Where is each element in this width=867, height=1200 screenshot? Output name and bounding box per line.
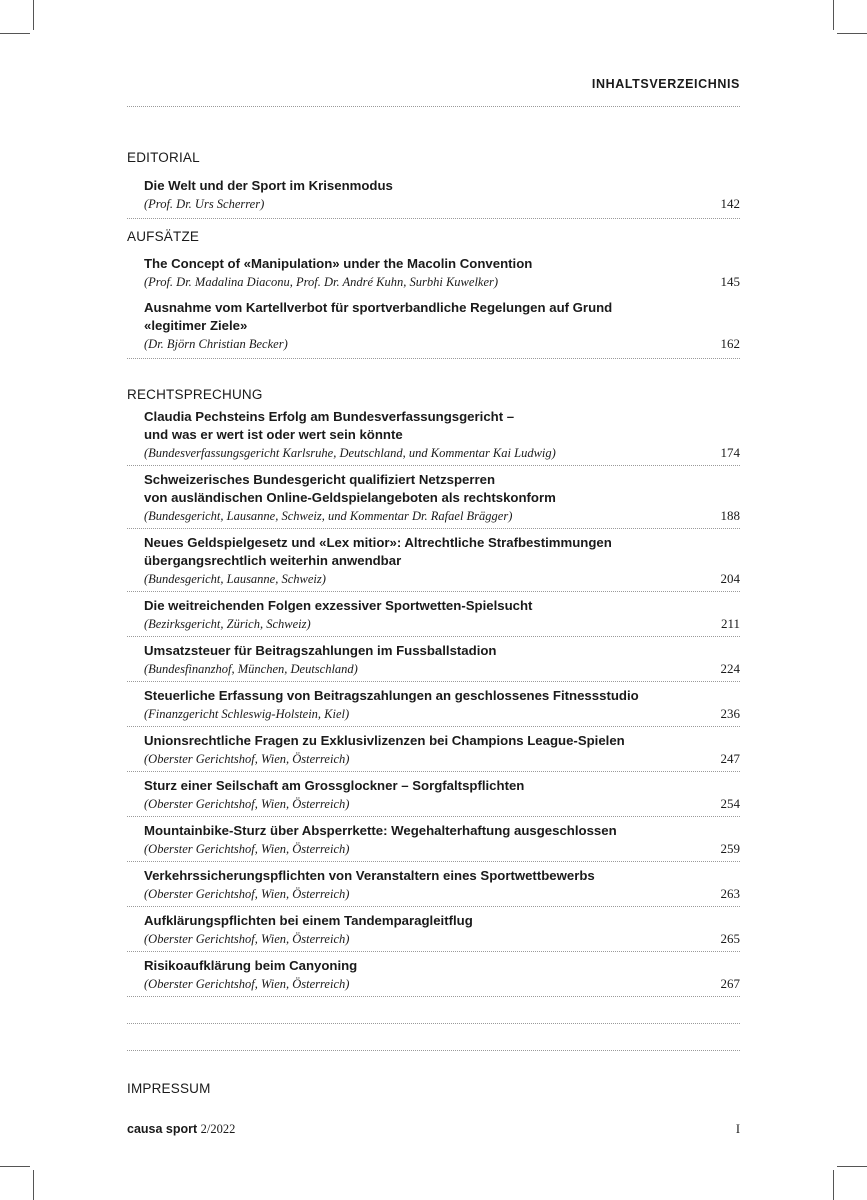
crop-mark [0,33,30,34]
entry-page-number: 254 [720,796,740,811]
entry-title: Die Welt und der Sport im Krisenmodus [144,178,393,193]
entry-divider [127,906,740,907]
entry-title-continued: übergangsrechtlich weiterhin anwendbar [144,553,402,568]
toc-entry[interactable] [127,822,740,859]
issue-number: 2/2022 [200,1122,236,1136]
toc-entry[interactable] [127,255,740,292]
toc-entry[interactable] [127,408,740,463]
entry-page-number: 211 [720,616,740,631]
entry-title: Neues Geldspielgesetz und «Lex mitior»: Altrechtliche Strafbestimmungen [144,535,612,550]
crop-mark [837,1166,867,1167]
entry-source: (Finanzgericht Schleswig-Holstein, Kiel) [144,707,350,721]
entry-title: Risikoaufklärung beim Canyoning [144,958,358,973]
entry-title: Steuerliche Erfassung von Beitragszahlungen an geschlossenes Fitnessstudio [144,688,639,703]
entry-source: (Oberster Gerichtshof, Wien, Österreich) [144,752,350,766]
toc-entry[interactable] [127,732,740,769]
entry-source: (Bundesfinanzhof, München, Deutschland) [144,662,358,676]
section-heading-impressum: IMPRESSUM [127,1081,211,1096]
entry-divider [127,591,740,592]
entry-page-number: 142 [720,196,740,211]
toc-entry[interactable] [127,1029,740,1048]
toc-entry[interactable] [127,777,740,814]
entry-title: Sturz einer Seilschaft am Grossglockner – Sorgfaltspflichten [144,778,525,793]
entry-divider [127,528,740,529]
entry-page-number: 259 [720,841,740,856]
section-heading-aufsaetze: AUFSÄTZE [127,229,200,244]
toc-entry[interactable] [127,867,740,904]
entry-source: (Oberster Gerichtshof, Wien, Österreich) [144,932,350,946]
entry-divider [127,816,740,817]
entry-author: (Prof. Dr. Madalina Diaconu, Prof. Dr. André Kuhn, Surbhi Kuwelker) [144,275,499,289]
entry-source: (Bundesverfassungsgericht Karlsruhe, Deutschland, und Kommentar Kai Ludwig) [144,446,556,460]
entry-divider [127,771,740,772]
crop-mark [837,33,867,34]
entry-title: The Concept of «Manipulation» under the Macolin Convention [144,256,533,271]
journal-name: causa sport [127,1122,198,1136]
entry-source: (Oberster Gerichtshof, Wien, Österreich) [144,977,350,991]
entry-title: Claudia Pechsteins Erfolg am Bundesverfassungsgericht – [144,409,515,424]
entry-title: Unionsrechtliche Fragen zu Exklusivlizenzen bei Champions League-Spielen [144,733,625,748]
toc-entry[interactable] [127,957,740,994]
entry-source: (Oberster Gerichtshof, Wien, Österreich) [144,842,350,856]
toc-entry[interactable] [127,471,740,526]
entry-divider [127,681,740,682]
crop-mark [0,1166,30,1167]
entry-page-number: 162 [720,336,740,351]
entry-title: Umsatzsteuer für Beitragszahlungen im Fussballstadion [144,643,497,658]
entry-divider [127,951,740,952]
section-heading-rechtsprechung: RECHTSPRECHUNG [127,387,263,402]
entry-page-number: 204 [720,571,740,586]
entry-title-continued: «legitimer Ziele» [144,318,248,333]
entry-source: (Bezirksgericht, Zürich, Schweiz) [144,617,311,631]
toc-entry[interactable] [127,1002,740,1021]
entry-title: Aufklärungspflichten bei einem Tandemparagleitflug [144,913,473,928]
crop-mark [833,1170,834,1200]
entry-source: (Oberster Gerichtshof, Wien, Österreich) [144,887,350,901]
section-divider [127,358,740,359]
entry-page-number: 174 [720,445,740,460]
entry-divider [127,726,740,727]
entry-author: (Dr. Björn Christian Becker) [144,337,288,351]
entry-page-number: 263 [720,886,740,901]
toc-entry[interactable] [127,177,740,214]
toc-entry[interactable] [127,299,740,354]
entry-divider [127,861,740,862]
crop-mark [33,1170,34,1200]
page-number: I [735,1122,740,1136]
section-divider [127,218,740,219]
entry-page-number: 247 [720,751,740,766]
entry-divider [127,636,740,637]
entry-title: Schweizerisches Bundesgericht qualifiziert Netzsperren [144,472,496,487]
entry-divider [127,1023,740,1024]
entry-page-number: 145 [720,274,740,289]
entry-page-number: 188 [720,508,740,523]
toc-entry[interactable] [127,642,740,679]
entry-source: (Oberster Gerichtshof, Wien, Österreich) [144,797,350,811]
toc-entry[interactable] [127,687,740,724]
page-title: INHALTSVERZEICHNIS [591,77,740,91]
entry-page-number: 265 [720,931,740,946]
entry-title: Mountainbike-Sturz über Absperrkette: Wegehalterhaftung ausgeschlossen [144,823,617,838]
toc-entry[interactable] [127,534,740,589]
entry-title: Die weitreichenden Folgen exzessiver Sportwetten-Spielsucht [144,598,533,613]
entry-title-continued: von ausländischen Online-Geldspielangeboten als rechtskonform [144,490,556,505]
entry-divider [127,465,740,466]
entry-page-number: 267 [720,976,740,991]
entry-author: (Prof. Dr. Urs Scherrer) [144,197,265,211]
entry-title: Verkehrssicherungspflichten von Veranstaltern eines Sportwettbewerbs [144,868,595,883]
entry-divider [127,996,740,997]
entry-page-number: 224 [720,661,740,676]
entry-source: (Bundesgericht, Lausanne, Schweiz) [144,572,326,586]
crop-mark [833,0,834,30]
header-divider [127,106,740,107]
section-heading-editorial: EDITORIAL [127,150,200,165]
entry-title: Ausnahme vom Kartellverbot für sportverbandliche Regelungen auf Grund [144,300,613,315]
crop-mark [33,0,34,30]
toc-entry[interactable] [127,597,740,634]
entry-source: (Bundesgericht, Lausanne, Schweiz, und Kommentar Dr. Rafael Brägger) [144,509,513,523]
entry-divider [127,1050,740,1051]
page-footer [127,1122,740,1137]
entry-page-number: 236 [720,706,740,721]
table-of-contents [127,150,740,1102]
entry-title-continued: und was er wert ist oder wert sein könnte [144,427,403,442]
toc-entry[interactable] [127,912,740,949]
